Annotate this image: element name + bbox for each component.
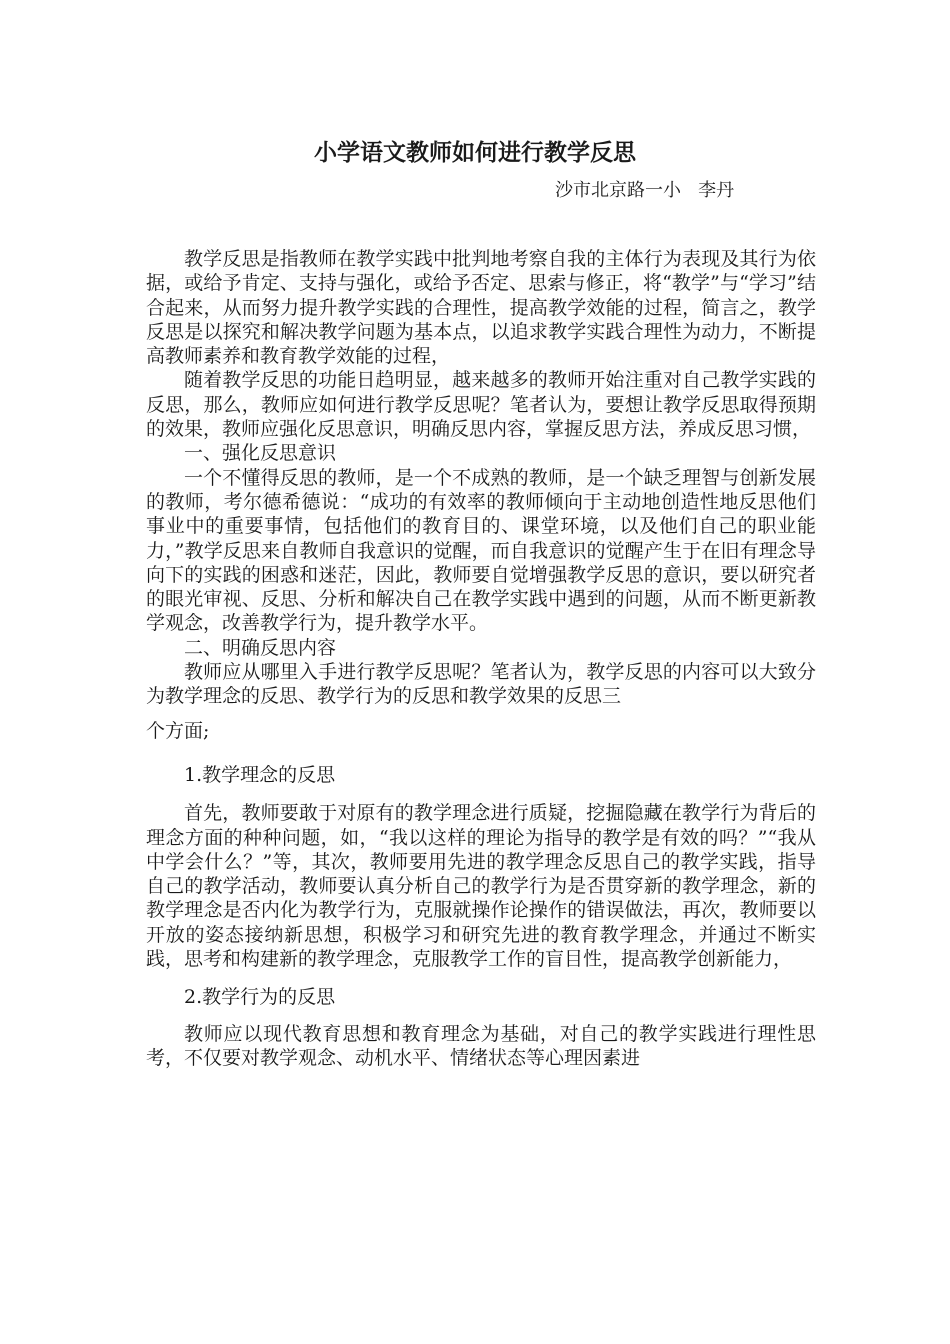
section-heading-2: 二、明确反思内容 [184, 636, 337, 659]
paragraph-section-2-tail: 个方面; [146, 719, 210, 742]
paragraph-overview: 随着教学反思的功能日趋明显，越来越多的教师开始注重对自己教学实践的反思，那么，教师应如何进行教学反思呢？笔者认为，要想让教学反思取得预期的效果，教师应强化反思意识，明确反思内容，掌握反思方法，养成反思习惯， [146, 369, 816, 441]
paragraph-intro: 教学反思是指教师在教学实践中批判地考察自我的主体行为表现及其行为依据，或给予肯定、支持与强化，或给予否定、思索与修正，将“教学”与“学习”结合起来，从而努力提升教学实践的合理性，提高教学效能的过程，简言之，教学反思是以探究和解决教学问题为基本点，以追求教学实践合理性为动力，不断提高教师素养和教育教学效能的过程， [146, 248, 816, 368]
paragraph-section-1: 一个不懂得反思的教师，是一个不成熟的教师，是一个缺乏理智与创新发展的教师，考尔德希德说：“成功的有效率的教师倾向于主动地创造性地反思他们事业中的重要事情，包括他们的教育目的、课堂环境，以及他们自己的职业能力，”教学反思来自教师自我意识的觉醒，而自我意识的觉醒产生于在旧有理念导向下的实践的困惑和迷茫，因此，教师要自觉增强教学反思的意识，要以研究者的眼光审视、反思、分析和解决自己在教学实践中遇到的问题，从而不断更新教学观念，改善教学行为，提升教学水平。 [146, 466, 816, 635]
subsection-heading-2: 2.教学行为的反思 [184, 986, 336, 1009]
subsection-heading-1: 1.教学理念的反思 [184, 763, 336, 786]
document-author: 沙市北京路一小 李丹 [555, 180, 735, 201]
document-title: 小学语文教师如何进行教学反思 [314, 139, 636, 166]
paragraph-subsection-2: 教师应以现代教育思想和教育理念为基础，对自己的教学实践进行理性思考，不仅要对教学观念、动机水平、情绪状态等心理因素进 [146, 1022, 816, 1069]
paragraph-subsection-1: 首先，教师要敢于对原有的教学理念进行质疑，挖掘隐藏在教学行为背后的理念方面的种种问题，如，“我以这样的理论为指导的教学是有效的吗？”“我从中学会什么？”等，其次，教师要用先进的教学理念反思自己的教学实践，指导自己的教学活动，教师要认真分析自己的教学行为是否贯穿新的教学理念，新的教学理念是否内化为教学行为，克服就操作论操作的错误做法，再次，教师要以开放的姿态接纳新思想，积极学习和研究先进的教育教学理念，并通过不断实践，思考和构建新的教学理念，克服教学工作的盲目性，提高教学创新能力， [146, 802, 816, 971]
paragraph-section-2: 教师应从哪里入手进行教学反思呢？笔者认为，教学反思的内容可以大致分为教学理念的反思、教学行为的反思和教学效果的反思三 [146, 661, 816, 708]
section-heading-1: 一、强化反思意识 [184, 442, 337, 465]
document-body [146, 247, 816, 1070]
